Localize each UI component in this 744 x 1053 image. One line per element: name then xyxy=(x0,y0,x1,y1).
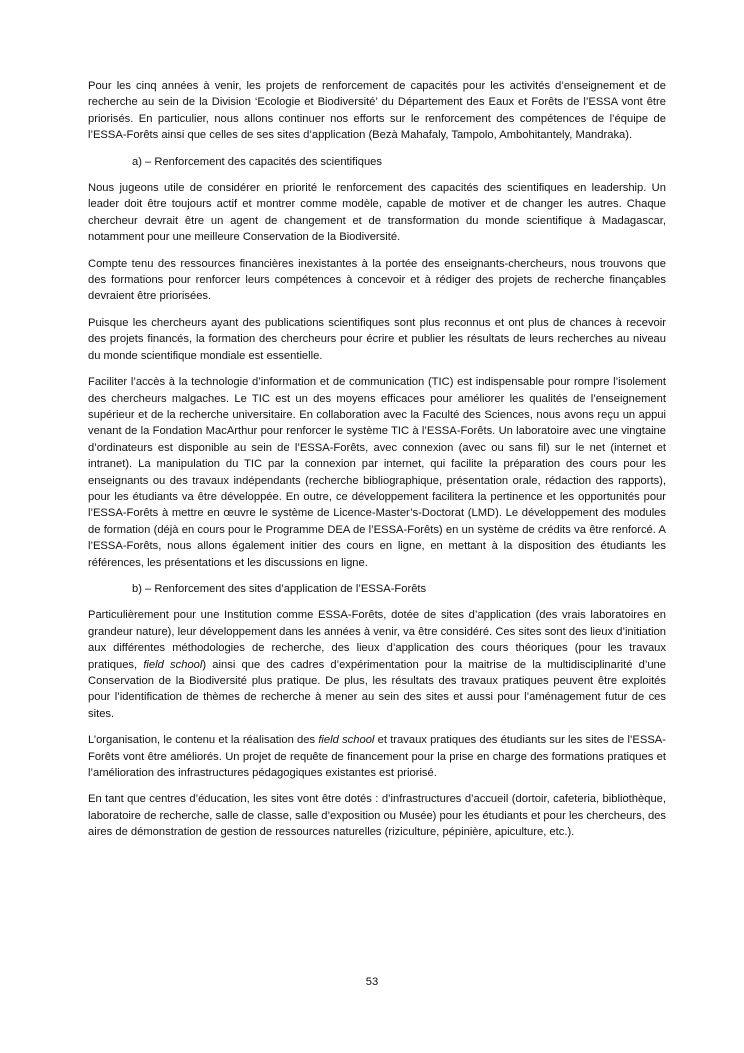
page-number: 53 xyxy=(365,976,379,988)
paragraph-publications: Puisque les chercheurs ayant des publications scientifiques sont plus reconnus et ont plus de chances à recevoir des projets financés, la formation des chercheurs pour écrire et publier les résultats de leurs recherches au niveau du monde scientifique mondiale est essentielle. xyxy=(88,316,666,362)
paragraph-sites-part2: ) ainsi que des cadres d’expérimentation pour la maitrise de la multidisciplinarité d’une Conservation de la Biodiversité plus pratique. De plus, les résultats des travaux pratiques peuvent être exploités pour l’identification de thèmes de recherche à mener au sein des sites et aussi pour l’aménagement futur de ces sites. xyxy=(88,658,666,720)
paragraph-leadership: Nous jugeons utile de considérer en priorité le renforcement des capacités des scientifiques en leadership. Un leader doit être toujours actif et montrer comme modèle, capable de motiver et de changer les autres. Chaque chercheur devrait être un agent de changement et de transformation du monde scientifique à Madagascar, notamment pour une meilleure Conservation de la Biodiversité. xyxy=(88,182,666,244)
paragraph-field-school xyxy=(88,732,666,781)
paragraph-sites xyxy=(88,607,666,722)
paragraph-education-centres: En tant que centres d’éducation, les sites vont être dotés : d’infrastructures d’accueil (dortoir, cafeteria, bibliothèque, laboratoire de recherche, salle de classe, salle d’exposition ou Musée) pour les étudiants et pour les chercheurs, des aires de démonstration de gestion de ressources naturelles (riziculture, pépinière, apiculture, etc.). xyxy=(88,793,666,839)
document-page xyxy=(88,78,666,851)
paragraph-funding: Compte tenu des ressources financières inexistantes à la portée des enseignants-chercheurs, nous trouvons que des formations pour renforcer leurs compétences à concevoir et à rédiger des projets de recherche finançables devraient être priorisées. xyxy=(88,257,666,303)
paragraph-intro: Pour les cinq années à venir, les projets de renforcement de capacités pour les activités d’enseignement et de recherche au sein de la Division ‘Ecologie et Biodiversité’ du Département des Eaux et Forêts de l’ESSA vont être priorisés. En particulier, nous allons continuer nos efforts sur le renforcement des compétences de l’équipe de l’ESSA-Forêts ainsi que celles de ses sites d’application (Bezà Mahafaly, Tampolo, Ambohitantely, Mandraka). xyxy=(88,80,666,142)
paragraph-field-school-part2: et travaux pratiques des étudiants sur les sites de l’ESSA-Forêts vont être améliorés. Un projet de requête de financement pour la prise en charge des formations pratiques et l’amélioration des infrastructures pédagogiques existantes est priorisé. xyxy=(88,734,666,780)
paragraph-sites-italic: field school xyxy=(143,658,203,671)
paragraph-field-school-italic: field school xyxy=(318,734,375,747)
paragraph-tic: Faciliter l’accès à la technologie d’information et de communication (TIC) est indispensable pour rompre l’isolement des chercheurs malgaches. Le TIC est un des moyens efficaces pour améliorer les qualités de l’enseignement supérieur et de la recherche universitaire. En collaboration avec la Faculté des Sciences, nous avons reçu un appui venant de la Fondation MacArthur pour renforcer le système TIC à l’ESSA-Forêts. Un laboratoire avec une vingtaine d’ordinateurs est disponible au sein de l’ESSA-Forêts, avec connexion (avec ou sans fil) sur le net (internet et intranet). La manipulation du TIC par la connexion par internet, qui facilite la préparation des cours pour les enseignants ou des travaux indépendants (recherche bibliographique, présentation orale, rédaction des rapports), pour les étudiants va être développée. En outre, ce développement facilitera la pertinence et les opportunités pour l’ESSA-Forêts à mettre en œuvre le système de Licence-Master’s-Doctorat (LMD). Le développement des modules de formation (déjà en cours pour le Programme DEA de l’ESSA-Forêts) en un système de crédits va être renforcé. A l’ESSA-Forêts, nous allons également initier des cours en ligne, en mettant à la disposition des étudiants les références, les présentations et les discussions en ligne. xyxy=(88,376,666,569)
paragraph-sites-part1: Particulièrement pour une Institution comme ESSA-Forêts, dotée de sites d’application (des vrais laboratoires en grandeur nature), leur développement dans les années à venir, va être considéré. Ces sites sont des lieux d’initiation aux différentes méthodologies de recherche, des lieux d’application des cours théoriques (pour les travaux pratiques, xyxy=(88,609,666,671)
section-heading-b: b) – Renforcement des sites d’application de l’ESSA-Forêts xyxy=(132,582,427,595)
section-heading-a: a) – Renforcement des capacités des scientifiques xyxy=(132,155,382,168)
paragraph-field-school-part1: L’organisation, le contenu et la réalisation des xyxy=(88,734,319,747)
